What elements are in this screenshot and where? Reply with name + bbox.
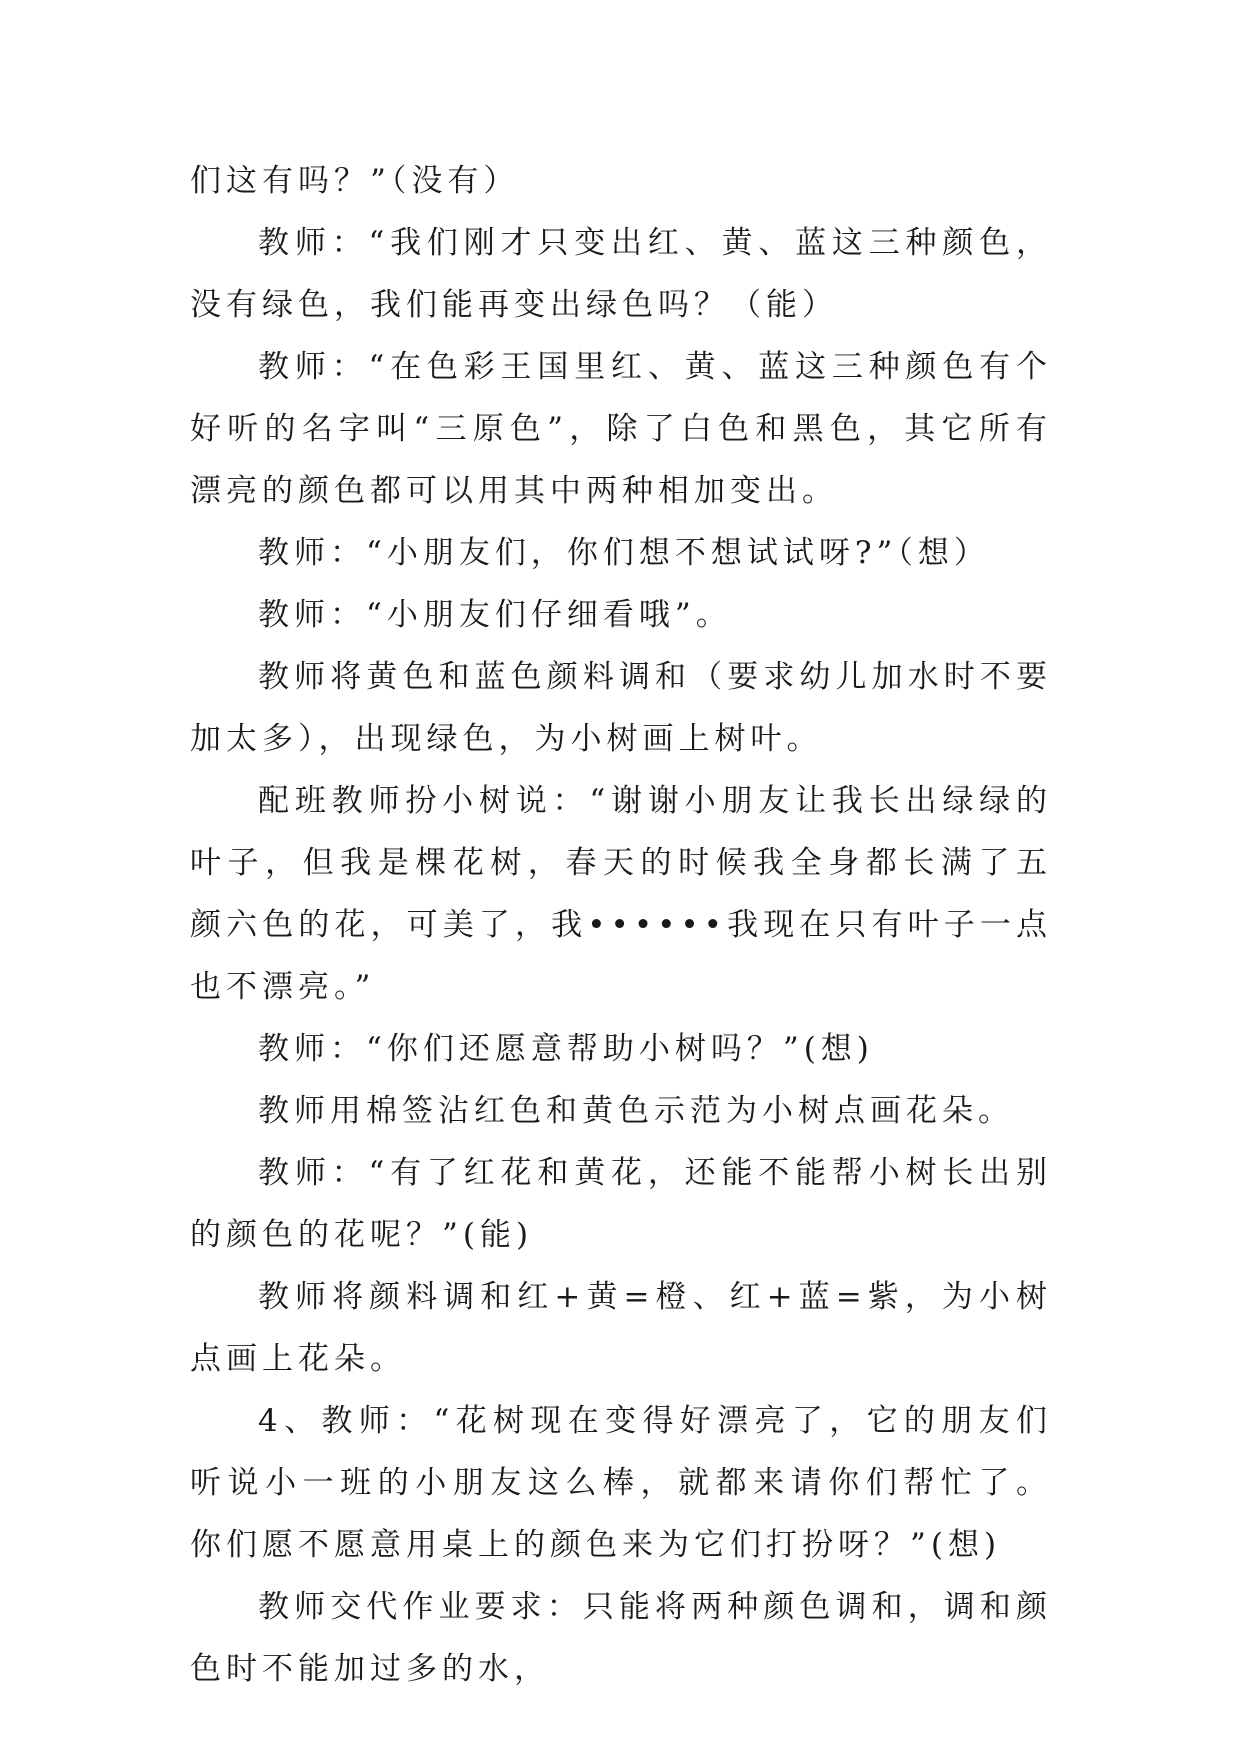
paragraph: 教师用棉签沾红色和黄色示范为小树点画花朵。 [258, 1093, 1014, 1129]
paragraph: 教师：“小朋友们仔细看哦”。 [258, 597, 732, 633]
paragraph: 教师交代作业要求：只能将两种颜色调和，调和颜色时不能加过多的水， [190, 1589, 1052, 1687]
paragraph: 们这有吗？”（没有） [190, 163, 520, 199]
paragraph: 教师：“小朋友们，你们想不想试试呀?”（想） [258, 535, 990, 571]
body-text [190, 150, 1052, 1700]
paragraph: 配班教师扮小树说：“谢谢小朋友让我长出绿绿的叶子，但我是棵花树，春天的时候我全身都长满了五颜六色的花，可美了，我••••••我现在只有叶子一点也不漂亮。” [190, 783, 1052, 1005]
paragraph: 4、教师：“花树现在变得好漂亮了，它的朋友们听说小一班的小朋友这么棒，就都来请你们帮忙了。你们愿不愿意用桌上的颜色来为它们打扮呀？”(想) [190, 1403, 1052, 1563]
paragraph: 教师：“有了红花和黄花，还能不能帮小树长出别的颜色的花呢？”(能) [190, 1155, 1052, 1253]
paragraph: 教师：“我们刚才只变出红、黄、蓝这三种颜色，没有绿色，我们能再变出绿色吗？（能） [190, 225, 1052, 323]
paragraph: 教师：“你们还愿意帮助小树吗？”(想) [258, 1031, 874, 1067]
paragraph: 教师将颜料调和红+黄=橙、红+蓝=紫，为小树点画上花朵。 [190, 1279, 1052, 1377]
paragraph: 教师：“在色彩王国里红、黄、蓝这三种颜色有个好听的名字叫“三原色”，除了白色和黑色，其它所有漂亮的颜色都可以用其中两种相加变出。 [190, 349, 1052, 509]
paragraph: 教师将黄色和蓝色颜料调和（要求幼儿加水时不要加太多），出现绿色，为小树画上树叶。 [190, 659, 1052, 757]
